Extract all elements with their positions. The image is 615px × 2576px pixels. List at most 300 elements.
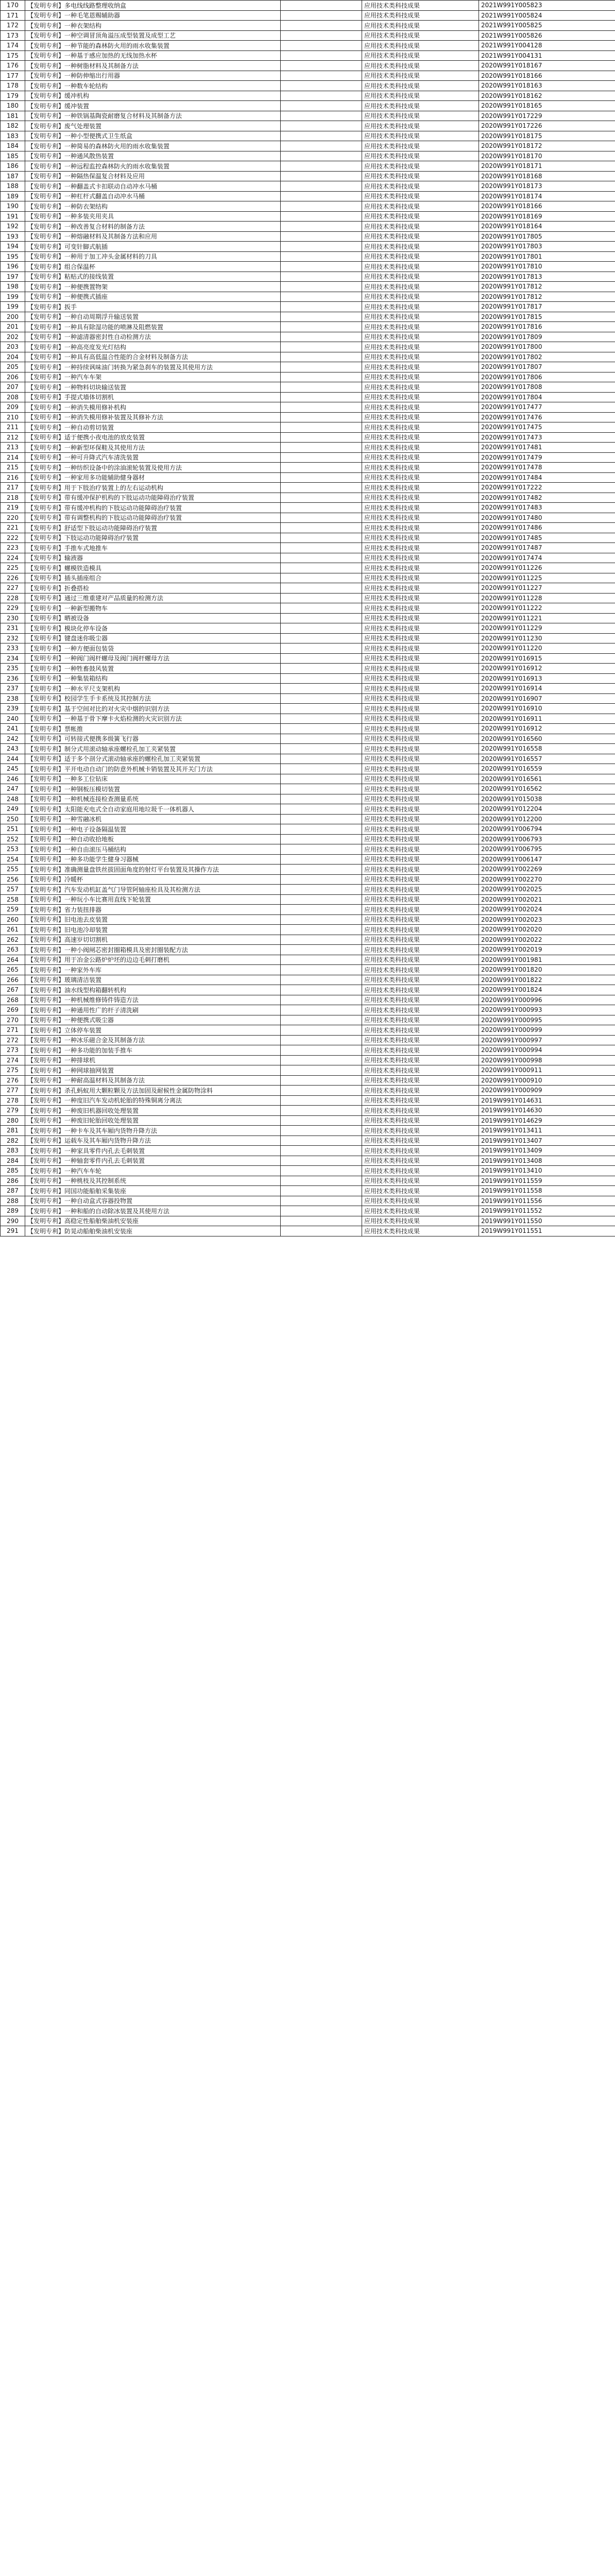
row-number: 181 [1, 111, 25, 121]
row-number: 202 [1, 332, 25, 342]
table-row [1, 342, 615, 352]
table-row [1, 885, 615, 895]
table-row [1, 914, 615, 925]
row-number: 223 [1, 543, 25, 553]
achievement-category: 应用技术类科技成果 [362, 292, 479, 302]
table-row [1, 583, 615, 594]
table-row [1, 935, 615, 945]
achievement-category: 应用技术类科技成果 [362, 121, 479, 131]
achievement-category: 应用技术类科技成果 [362, 432, 479, 443]
registration-code: 2020W991Y017801 [479, 251, 615, 262]
table-row [1, 563, 615, 573]
achievement-category: 应用技术类科技成果 [362, 402, 479, 413]
row-number: 187 [1, 171, 25, 181]
blank-cell [281, 734, 362, 744]
blank-cell [281, 161, 362, 172]
row-number: 248 [1, 794, 25, 804]
table-row [1, 452, 615, 463]
row-number: 277 [1, 1086, 25, 1096]
table-row [1, 704, 615, 714]
achievement-category: 应用技术类科技成果 [362, 21, 479, 31]
row-number: 238 [1, 693, 25, 704]
row-number: 183 [1, 131, 25, 141]
row-number: 172 [1, 21, 25, 31]
patent-title: 【发明专利】适于便携小夜电池的放皮装置 [25, 432, 281, 443]
table-row [1, 61, 615, 71]
table-row [1, 1086, 615, 1096]
registration-code: 2020W991Y016912 [479, 664, 615, 674]
achievement-category: 应用技术类科技成果 [362, 181, 479, 192]
achievement-category: 应用技术类科技成果 [362, 874, 479, 885]
registration-code: 2020W991Y016558 [479, 744, 615, 754]
achievement-category: 应用技术类科技成果 [362, 1206, 479, 1216]
row-number: 287 [1, 1186, 25, 1196]
blank-cell [281, 211, 362, 222]
registration-code: 2020W991Y016560 [479, 734, 615, 744]
achievement-category: 应用技术类科技成果 [362, 222, 479, 232]
row-number: 192 [1, 222, 25, 232]
row-number: 221 [1, 523, 25, 533]
achievement-category: 应用技术类科技成果 [362, 854, 479, 865]
blank-cell [281, 402, 362, 413]
blank-cell [281, 191, 362, 201]
row-number: 186 [1, 161, 25, 172]
row-number: 289 [1, 1206, 25, 1216]
registration-code: 2020W991Y016914 [479, 684, 615, 694]
row-number: 290 [1, 1216, 25, 1226]
patent-title: 【发明专利】一种方便面包装袋 [25, 643, 281, 654]
registration-code: 2020W991Y000998 [479, 1055, 615, 1065]
achievement-category: 应用技术类科技成果 [362, 965, 479, 975]
blank-cell [281, 935, 362, 945]
blank-cell [281, 533, 362, 543]
achievement-category: 应用技术类科技成果 [362, 503, 479, 513]
patent-title: 【发明专利】缓冲装置 [25, 101, 281, 111]
blank-cell [281, 1226, 362, 1236]
blank-cell [281, 392, 362, 402]
registration-code: 2020W991Y016557 [479, 754, 615, 764]
patent-title: 【发明专利】一种自动盒式容器投物置 [25, 1196, 281, 1206]
table-row [1, 1045, 615, 1056]
achievement-category: 应用技术类科技成果 [362, 975, 479, 985]
row-number: 210 [1, 412, 25, 422]
registration-code: 2020W991Y017484 [479, 472, 615, 483]
table-row [1, 653, 615, 664]
registration-code: 2020W991Y017486 [479, 523, 615, 533]
achievement-category: 应用技术类科技成果 [362, 935, 479, 945]
achievement-category: 应用技术类科技成果 [362, 472, 479, 483]
registration-code: 2019W991Y011558 [479, 1186, 615, 1196]
table-row [1, 392, 615, 402]
patent-title: 【发明专利】制分式用滚动轴承座螺栓孔加工夹紧装置 [25, 744, 281, 754]
registration-code: 2020W991Y011229 [479, 623, 615, 634]
row-number: 245 [1, 764, 25, 774]
registration-code: 2020W991Y016910 [479, 704, 615, 714]
registration-code: 2020W991Y016559 [479, 764, 615, 774]
registration-code: 2020W991Y018163 [479, 81, 615, 91]
blank-cell [281, 985, 362, 995]
row-number: 239 [1, 704, 25, 714]
row-number: 216 [1, 472, 25, 483]
achievement-category: 应用技术类科技成果 [362, 201, 479, 212]
achievement-category: 应用技术类科技成果 [362, 894, 479, 905]
patent-title: 【发明专利】高速岁切切割机 [25, 935, 281, 945]
registration-code: 2020W991Y011228 [479, 593, 615, 603]
table-row [1, 422, 615, 433]
patent-title: 【发明专利】一种便携置物架 [25, 282, 281, 292]
row-number: 214 [1, 452, 25, 463]
blank-cell [281, 553, 362, 563]
blank-cell [281, 563, 362, 573]
table-row [1, 664, 615, 674]
registration-code: 2020W991Y006147 [479, 854, 615, 865]
table-row [1, 111, 615, 121]
blank-cell [281, 382, 362, 393]
patent-title: 【发明专利】旧电池去皮装置 [25, 914, 281, 925]
row-number: 218 [1, 493, 25, 503]
blank-cell [281, 1206, 362, 1216]
registration-code: 2020W991Y017815 [479, 312, 615, 322]
blank-cell [281, 573, 362, 583]
table-row [1, 724, 615, 734]
patent-title: 【发明专利】一种自动收拾地板 [25, 834, 281, 844]
patent-title: 【发明专利】一种基于骨下摩卡火焰检测的火灾识别方法 [25, 714, 281, 724]
blank-cell [281, 945, 362, 955]
patent-title: 【发明专利】准确测量盘铁丝拔固面角度的射灯平台装置及其操作方法 [25, 865, 281, 875]
registration-code: 2019W991Y011556 [479, 1196, 615, 1206]
achievement-category: 应用技术类科技成果 [362, 91, 479, 101]
table-row [1, 1126, 615, 1136]
row-number: 228 [1, 593, 25, 603]
registration-code: 2019W991Y011550 [479, 1216, 615, 1226]
table-row [1, 1166, 615, 1176]
patent-title: 【发明专利】螺模铁造模具 [25, 563, 281, 573]
achievement-category: 应用技术类科技成果 [362, 583, 479, 594]
patent-title: 【发明专利】平开电动自动门的防意外机械卡销装置及其开关门方法 [25, 764, 281, 774]
registration-code: 2020W991Y017817 [479, 302, 615, 312]
registration-code: 2020W991Y018167 [479, 61, 615, 71]
registration-code: 2020W991Y017812 [479, 292, 615, 302]
table-row [1, 553, 615, 563]
patent-title: 【发明专利】运载车及其车厢内货物升降方法 [25, 1136, 281, 1146]
blank-cell [281, 422, 362, 433]
achievement-category: 应用技术类科技成果 [362, 653, 479, 664]
achievement-category: 应用技术类科技成果 [362, 412, 479, 422]
row-number: 215 [1, 463, 25, 473]
table-row [1, 312, 615, 322]
row-number: 182 [1, 121, 25, 131]
patent-title: 【发明专利】一种基于感应加热的无线加热水杯 [25, 50, 281, 61]
table-row [1, 1025, 615, 1036]
table-row [1, 362, 615, 372]
blank-cell [281, 262, 362, 272]
registration-code: 2019W991Y014630 [479, 1106, 615, 1116]
achievement-category: 应用技术类科技成果 [362, 302, 479, 312]
registration-code: 2021W991Y005823 [479, 1, 615, 11]
blank-cell [281, 312, 362, 322]
registration-code: 2020W991Y000999 [479, 1025, 615, 1036]
registration-code: 2019W991Y011552 [479, 1206, 615, 1216]
patent-title: 【发明专利】多电线线路整理收纳盒 [25, 1, 281, 11]
table-row [1, 1095, 615, 1106]
achievement-category: 应用技术类科技成果 [362, 1166, 479, 1176]
patent-title: 【发明专利】防晃动船舶柴油机安装座 [25, 1226, 281, 1236]
row-number: 273 [1, 1045, 25, 1056]
row-number: 170 [1, 1, 25, 11]
achievement-category: 应用技术类科技成果 [362, 111, 479, 121]
table-row [1, 1186, 615, 1196]
row-number: 286 [1, 1176, 25, 1186]
registration-code: 2020W991Y017229 [479, 111, 615, 121]
patent-title: 【发明专利】一种家外车库 [25, 965, 281, 975]
patent-title: 【发明专利】一种节能的森林防火用的雨水收集装置 [25, 41, 281, 51]
row-number: 203 [1, 342, 25, 352]
blank-cell [281, 272, 362, 282]
blank-cell [281, 1146, 362, 1156]
registration-code: 2019W991Y014631 [479, 1095, 615, 1106]
patent-title: 【发明专利】键盘迷你吸尘器 [25, 633, 281, 643]
achievement-category: 应用技术类科技成果 [362, 71, 479, 81]
achievement-category: 应用技术类科技成果 [362, 593, 479, 603]
achievement-category: 应用技术类科技成果 [362, 684, 479, 694]
achievement-category: 应用技术类科技成果 [362, 945, 479, 955]
blank-cell [281, 362, 362, 372]
patent-title: 【发明专利】汽车发动机缸盖气门导管阿轴座检具及其检测方法 [25, 885, 281, 895]
patent-title: 【发明专利】一种废旧轮胎回收处理装置 [25, 1115, 281, 1126]
registration-code: 2020W991Y017473 [479, 432, 615, 443]
row-number: 236 [1, 673, 25, 684]
blank-cell [281, 975, 362, 985]
table-row [1, 322, 615, 332]
row-number: 201 [1, 322, 25, 332]
table-row [1, 633, 615, 643]
table-row [1, 81, 615, 91]
registration-code: 2020W991Y001820 [479, 965, 615, 975]
patent-title: 【发明专利】一种熔融材料及其制备方法和应用 [25, 231, 281, 242]
blank-cell [281, 905, 362, 915]
achievement-category: 应用技术类科技成果 [362, 312, 479, 322]
achievement-category: 应用技术类科技成果 [362, 131, 479, 141]
blank-cell [281, 583, 362, 594]
blank-cell [281, 171, 362, 181]
table-row [1, 693, 615, 704]
patent-title: 【发明专利】一种阀门阀杆螺母及阀门阀杆螺母方法 [25, 653, 281, 664]
patent-title: 【发明专利】一种自由滚压马桶结构 [25, 844, 281, 855]
table-row [1, 764, 615, 774]
blank-cell [281, 50, 362, 61]
patent-title: 【发明专利】手提式墙体切割机 [25, 392, 281, 402]
registration-code: 2020W991Y000911 [479, 1065, 615, 1076]
blank-cell [281, 111, 362, 121]
patent-title: 【发明专利】高稳定性船舶柴油机安装座 [25, 1216, 281, 1226]
blank-cell [281, 523, 362, 533]
patent-title: 【发明专利】扳手 [25, 302, 281, 312]
registration-code: 2020W991Y017802 [479, 352, 615, 362]
achievement-category: 应用技术类科技成果 [362, 1226, 479, 1236]
registration-code: 2020W991Y017807 [479, 362, 615, 372]
registration-code: 2020W991Y018166 [479, 71, 615, 81]
achievement-category: 应用技术类科技成果 [362, 885, 479, 895]
row-number: 247 [1, 784, 25, 794]
table-row [1, 1156, 615, 1166]
blank-cell [281, 503, 362, 513]
registration-code: 2020W991Y018166 [479, 201, 615, 212]
patent-title: 【发明专利】一种铁锅基陶瓷耐磨复合材料及其制备方法 [25, 111, 281, 121]
blank-cell [281, 885, 362, 895]
patent-title: 【发明专利】一种持续讽味油门转换为紧急刹车的装置及其使用方法 [25, 362, 281, 372]
table-row [1, 824, 615, 835]
achievement-category: 应用技术类科技成果 [362, 141, 479, 151]
patent-title: 【发明专利】太阳能充电式全自动家庭用地垃圾千一体机器人 [25, 804, 281, 815]
blank-cell [281, 41, 362, 51]
achievement-category: 应用技术类科技成果 [362, 985, 479, 995]
achievement-category: 应用技术类科技成果 [362, 392, 479, 402]
registration-code: 2019W991Y013411 [479, 1126, 615, 1136]
row-number: 278 [1, 1095, 25, 1106]
achievement-category: 应用技术类科技成果 [362, 865, 479, 875]
row-number: 261 [1, 925, 25, 935]
registration-code: 2021W991Y005824 [479, 10, 615, 21]
achievement-category: 应用技术类科技成果 [362, 443, 479, 453]
patent-title: 【发明专利】一种钢板压模切装置 [25, 784, 281, 794]
row-number: 180 [1, 101, 25, 111]
patent-title: 【发明专利】适于多个剖分式滚动轴承座的螺栓孔加工夹紧装置 [25, 754, 281, 764]
table-row [1, 1206, 615, 1216]
table-row [1, 372, 615, 382]
achievement-category: 应用技术类科技成果 [362, 1055, 479, 1065]
row-number: 205 [1, 362, 25, 372]
row-number: 252 [1, 834, 25, 844]
table-row [1, 292, 615, 302]
blank-cell [281, 302, 362, 312]
blank-cell [281, 452, 362, 463]
table-row [1, 1065, 615, 1076]
row-number: 270 [1, 1015, 25, 1025]
patent-title: 【发明专利】一种机械连接检查测量系统 [25, 794, 281, 804]
achievement-category: 应用技术类科技成果 [362, 372, 479, 382]
patent-title: 【发明专利】一种具有除湿功能的喷淋及阻燃装置 [25, 322, 281, 332]
row-number: 184 [1, 141, 25, 151]
table-row [1, 854, 615, 865]
table-row [1, 684, 615, 694]
row-number: 174 [1, 41, 25, 51]
row-number: 213 [1, 443, 25, 453]
table-row [1, 503, 615, 513]
registration-code: 2020W991Y017474 [479, 553, 615, 563]
achievement-category: 应用技术类科技成果 [362, 814, 479, 824]
table-row [1, 874, 615, 885]
achievement-category: 应用技术类科技成果 [362, 613, 479, 623]
blank-cell [281, 332, 362, 342]
table-row [1, 784, 615, 794]
blank-cell [281, 764, 362, 774]
achievement-category: 应用技术类科技成果 [362, 633, 479, 643]
row-number: 250 [1, 814, 25, 824]
table-row [1, 1035, 615, 1045]
blank-cell [281, 472, 362, 483]
patent-title: 【发明专利】旧电池冷却装置 [25, 925, 281, 935]
patent-title: 【发明专利】一种废旧机器回收处理装置 [25, 1106, 281, 1116]
blank-cell [281, 1055, 362, 1065]
table-row [1, 844, 615, 855]
registration-code: 2020W991Y017812 [479, 282, 615, 292]
blank-cell [281, 894, 362, 905]
row-number: 200 [1, 312, 25, 322]
row-number: 220 [1, 513, 25, 523]
row-number: 246 [1, 774, 25, 784]
registration-code: 2020W991Y011225 [479, 573, 615, 583]
blank-cell [281, 653, 362, 664]
blank-cell [281, 623, 362, 634]
table-row [1, 443, 615, 453]
achievement-category: 应用技术类科技成果 [362, 563, 479, 573]
blank-cell [281, 664, 362, 674]
patent-title: 【发明专利】一种通用性广的杆子清洗刷 [25, 1005, 281, 1015]
registration-code: 2020W991Y017810 [479, 262, 615, 272]
table-row [1, 1115, 615, 1126]
patent-title: 【发明专利】一种机械维修铸件铸造方法 [25, 995, 281, 1005]
registration-code: 2020W991Y016913 [479, 673, 615, 684]
row-number: 276 [1, 1075, 25, 1086]
achievement-category: 应用技术类科技成果 [362, 693, 479, 704]
patent-title: 【发明专利】组合保温杯 [25, 262, 281, 272]
patent-title: 【发明专利】一种玩小车比赛用直线下轮装置 [25, 894, 281, 905]
achievement-category: 应用技术类科技成果 [362, 764, 479, 774]
registration-code: 2020W991Y016915 [479, 653, 615, 664]
registration-code: 2020W991Y000993 [479, 1005, 615, 1015]
patent-title: 【发明专利】一种防伸缩出行用器 [25, 71, 281, 81]
patent-title: 【发明专利】冷暖杯 [25, 874, 281, 885]
registration-code: 2021W991Y005826 [479, 30, 615, 41]
registration-code: 2020W991Y017485 [479, 533, 615, 543]
blank-cell [281, 121, 362, 131]
registration-code: 2020W991Y011221 [479, 613, 615, 623]
row-number: 204 [1, 352, 25, 362]
row-number: 185 [1, 151, 25, 161]
table-row [1, 181, 615, 192]
blank-cell [281, 874, 362, 885]
registration-code: 2020W991Y017800 [479, 342, 615, 352]
table-row [1, 985, 615, 995]
achievement-category: 应用技术类科技成果 [362, 1, 479, 11]
registration-code: 2020W991Y017482 [479, 493, 615, 503]
blank-cell [281, 704, 362, 714]
registration-code: 2020W991Y018165 [479, 101, 615, 111]
blank-cell [281, 754, 362, 764]
registration-code: 2019W991Y014629 [479, 1115, 615, 1126]
registration-code: 2020W991Y002021 [479, 894, 615, 905]
patent-title: 【发明专利】一种新型搬物车 [25, 603, 281, 614]
patent-title: 【发明专利】一种耐高温材料及其制备方法 [25, 1075, 281, 1086]
blank-cell [281, 1025, 362, 1036]
table-row [1, 21, 615, 31]
registration-code: 2020W991Y018170 [479, 151, 615, 161]
patent-title: 【发明专利】一种消失模用修补机构 [25, 402, 281, 413]
blank-cell [281, 865, 362, 875]
registration-code: 2020W991Y017809 [479, 332, 615, 342]
achievement-category: 应用技术类科技成果 [362, 1025, 479, 1036]
achievement-category: 应用技术类科技成果 [362, 1005, 479, 1015]
row-number: 288 [1, 1196, 25, 1206]
achievement-category: 应用技术类科技成果 [362, 724, 479, 734]
row-number: 171 [1, 10, 25, 21]
patent-title: 【发明专利】一种用于加工冲头金属材料的刀具 [25, 251, 281, 262]
row-number: 231 [1, 623, 25, 634]
registration-code: 2020W991Y001981 [479, 955, 615, 965]
achievement-category: 应用技术类科技成果 [362, 905, 479, 915]
table-row [1, 121, 615, 131]
registration-code: 2020W991Y015038 [479, 794, 615, 804]
